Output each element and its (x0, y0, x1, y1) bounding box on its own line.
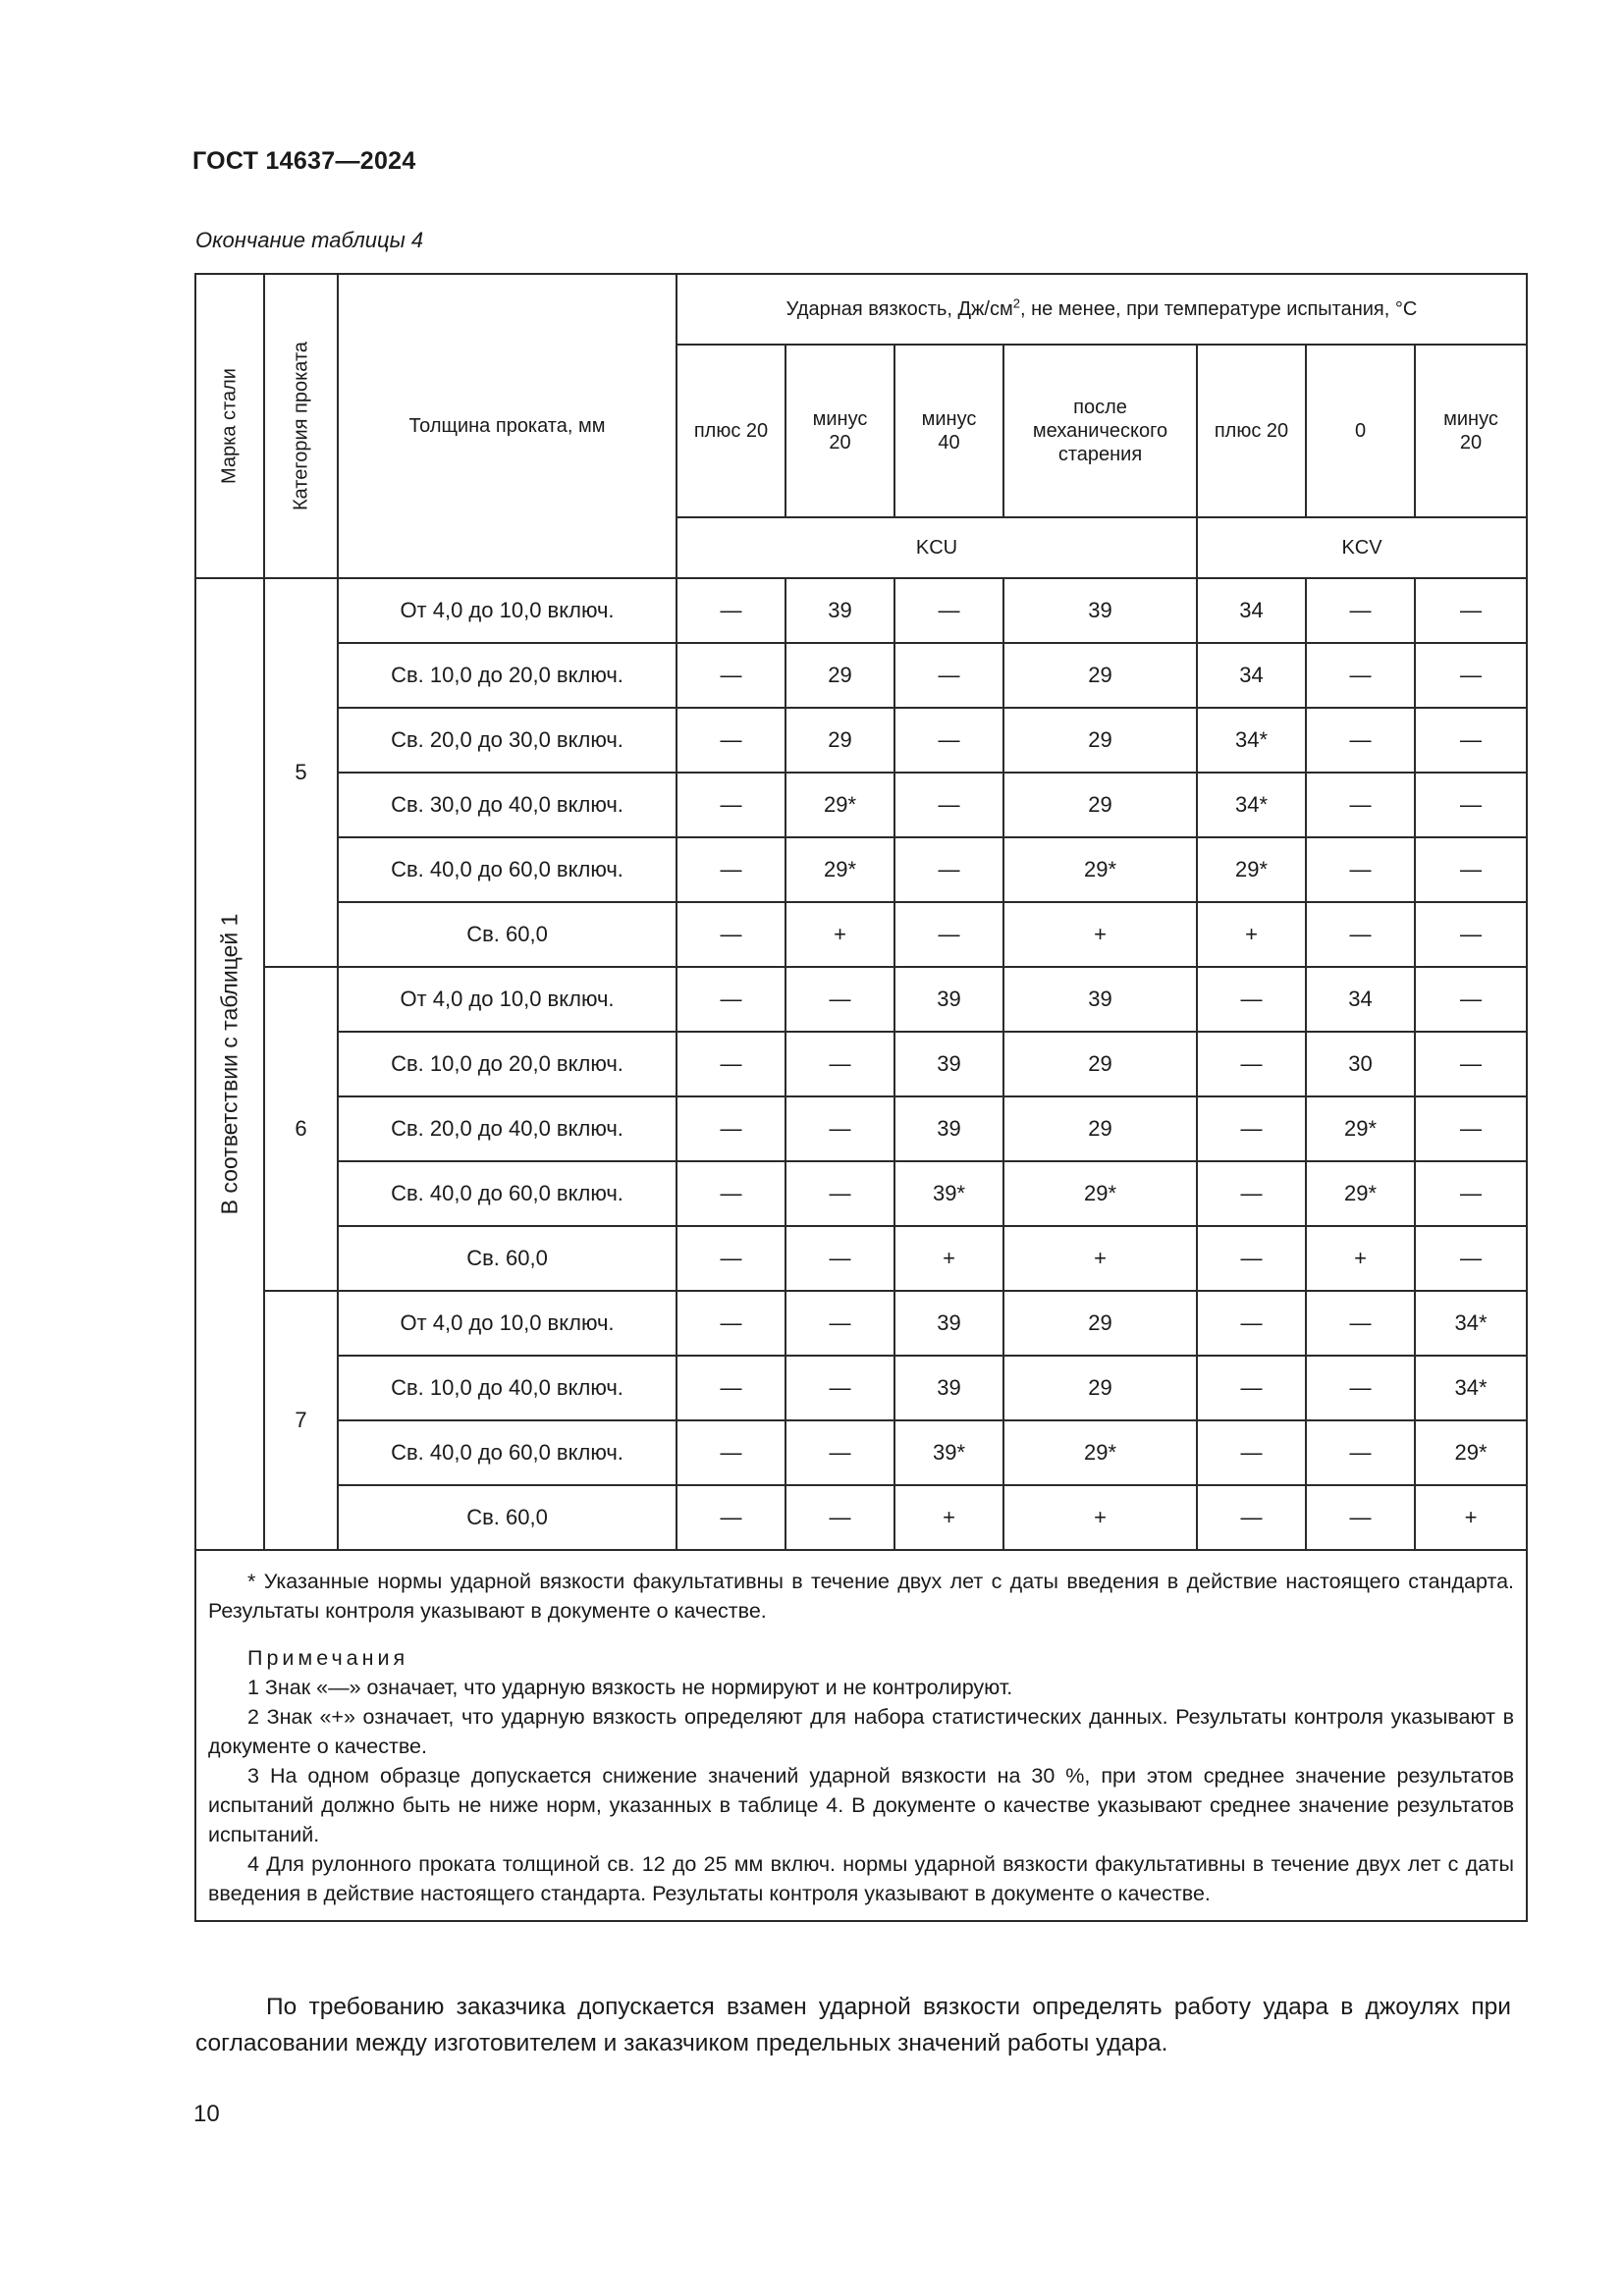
value-cell: 39 (894, 1291, 1003, 1356)
value-cell: + (1003, 1485, 1197, 1550)
value-cell: 34 (1306, 967, 1415, 1032)
value-cell: 29* (1197, 837, 1306, 902)
value-cell: — (1415, 1161, 1527, 1226)
value-cell: — (1197, 1096, 1306, 1161)
value-cell: — (677, 1356, 785, 1420)
table-notes (195, 1550, 1527, 1921)
value-cell: — (1197, 1032, 1306, 1096)
value-cell: — (1415, 1096, 1527, 1161)
steel-grade-cell (195, 578, 264, 1550)
value-cell: 29 (1003, 773, 1197, 837)
thickness-cell: Св. 40,0 до 60,0 включ. (338, 837, 677, 902)
value-cell: — (1415, 837, 1527, 902)
header-category-label: Категория проката (290, 341, 311, 511)
value-cell: 29* (1306, 1161, 1415, 1226)
value-cell: — (1415, 902, 1527, 967)
group-kcu: KCU (677, 517, 1197, 578)
value-cell: 34* (1197, 708, 1306, 773)
value-cell: — (1306, 773, 1415, 837)
value-cell: 29 (1003, 708, 1197, 773)
value-cell: 29* (1003, 1161, 1197, 1226)
value-cell: 29 (1003, 1096, 1197, 1161)
value-cell: — (785, 1032, 894, 1096)
temp-header: после механического старения (1003, 345, 1197, 517)
value-cell: — (677, 1096, 785, 1161)
value-cell: — (894, 578, 1003, 643)
value-cell: — (785, 1161, 894, 1226)
value-cell: — (1415, 1032, 1527, 1096)
value-cell: — (785, 1096, 894, 1161)
value-cell: — (1197, 1356, 1306, 1420)
document-code: ГОСТ 14637—2024 (192, 147, 416, 175)
value-cell: — (785, 1226, 894, 1291)
value-cell: 29* (1415, 1420, 1527, 1485)
thickness-cell: Св. 30,0 до 40,0 включ. (338, 773, 677, 837)
thickness-cell: Св. 20,0 до 30,0 включ. (338, 708, 677, 773)
value-cell: — (677, 967, 785, 1032)
value-cell: — (677, 1420, 785, 1485)
value-cell: + (894, 1485, 1003, 1550)
value-cell: — (785, 1356, 894, 1420)
value-cell: — (894, 773, 1003, 837)
table-row (195, 1226, 1527, 1291)
value-cell: — (1197, 1291, 1306, 1356)
value-cell: — (1415, 1226, 1527, 1291)
header-impact-prefix: Ударная вязкость, Дж/см (785, 298, 1013, 320)
page-number: 10 (193, 2101, 220, 2127)
temp-header: минус 20 (785, 345, 894, 517)
value-cell: 34 (1197, 643, 1306, 708)
value-cell: — (677, 773, 785, 837)
header-steel-grade (195, 274, 264, 578)
value-cell: — (677, 643, 785, 708)
value-cell: + (1415, 1485, 1527, 1550)
value-cell: — (1306, 1291, 1415, 1356)
value-cell: 29* (1306, 1096, 1415, 1161)
table-row (195, 1032, 1527, 1096)
value-cell: — (677, 1161, 785, 1226)
value-cell: 34 (1197, 578, 1306, 643)
header-category (264, 274, 338, 578)
note-item: 4 Для рулонного проката толщиной св. 12 до 25 мм включ. нормы ударной вязкости факультативны в течение двух лет с даты введения в действие настоящего стандарта. Результаты контроля указывают в документе о качестве. (208, 1852, 1514, 1905)
value-cell: — (677, 1032, 785, 1096)
value-cell: — (1306, 578, 1415, 643)
value-cell: 29 (1003, 1032, 1197, 1096)
value-cell: — (1306, 1485, 1415, 1550)
value-cell: — (1306, 708, 1415, 773)
notes-title: Примечания (247, 1646, 409, 1670)
value-cell: 29* (785, 837, 894, 902)
table-row (195, 643, 1527, 708)
note-item: 2 Знак «+» означает, что ударную вязкость определяют для набора статистических данных. Результаты контроля указывают в документе о качестве. (208, 1705, 1514, 1758)
impact-toughness-table (194, 273, 1528, 1922)
value-cell: 29 (785, 708, 894, 773)
category-cell: 6 (264, 967, 338, 1291)
value-cell: — (1306, 837, 1415, 902)
category-cell: 5 (264, 578, 338, 967)
value-cell: 39 (894, 1356, 1003, 1420)
value-cell: — (1306, 902, 1415, 967)
header-impact-sup: 2 (1012, 295, 1020, 311)
value-cell: — (677, 837, 785, 902)
thickness-cell: Св. 60,0 (338, 902, 677, 967)
header-thickness: Толщина проката, мм (338, 274, 677, 578)
value-cell: + (785, 902, 894, 967)
value-cell: 39 (894, 1032, 1003, 1096)
value-cell: — (785, 967, 894, 1032)
footnote: * Указанные нормы ударной вязкости факультативны в течение двух лет с даты введения в действие настоящего стандарта. Результаты контроля указывают в документе о качестве. (208, 1570, 1514, 1623)
table-row (195, 1096, 1527, 1161)
value-cell: — (785, 1485, 894, 1550)
value-cell: — (894, 643, 1003, 708)
temp-header: минус 20 (1415, 345, 1527, 517)
value-cell: — (785, 1420, 894, 1485)
table-row (195, 837, 1527, 902)
value-cell: — (677, 1485, 785, 1550)
note-item: 3 На одном образце допускается снижение значений ударной вязкости на 30 %, при этом среднее значение результатов испытаний должно быть не ниже норм, указанных в таблице 4. В документе о качестве указывают среднее значение результатов испытаний. (208, 1764, 1514, 1846)
value-cell: 39 (1003, 578, 1197, 643)
value-cell: 29* (785, 773, 894, 837)
table-row (195, 1291, 1527, 1356)
temp-header: минус 40 (894, 345, 1003, 517)
thickness-cell: Св. 60,0 (338, 1226, 677, 1291)
table-row (195, 967, 1527, 1032)
value-cell: 29* (1003, 1420, 1197, 1485)
value-cell: 34* (1415, 1291, 1527, 1356)
table-row (195, 902, 1527, 967)
table-row (195, 578, 1527, 643)
value-cell: 29 (1003, 1291, 1197, 1356)
temp-header: плюс 20 (1197, 345, 1306, 517)
thickness-cell: От 4,0 до 10,0 включ. (338, 967, 677, 1032)
thickness-cell: Св. 10,0 до 40,0 включ. (338, 1356, 677, 1420)
value-cell: + (1197, 902, 1306, 967)
table-row (195, 773, 1527, 837)
value-cell: 34* (1415, 1356, 1527, 1420)
table-row (195, 708, 1527, 773)
temp-header: 0 (1306, 345, 1415, 517)
thickness-cell: Св. 60,0 (338, 1485, 677, 1550)
value-cell: 39* (894, 1420, 1003, 1485)
thickness-cell: Св. 40,0 до 60,0 включ. (338, 1420, 677, 1485)
thickness-cell: Св. 20,0 до 40,0 включ. (338, 1096, 677, 1161)
table-body (195, 578, 1527, 1550)
value-cell: 34* (1197, 773, 1306, 837)
header-impact (677, 274, 1527, 345)
temp-header: плюс 20 (677, 345, 785, 517)
value-cell: — (1415, 773, 1527, 837)
category-cell: 7 (264, 1291, 338, 1550)
closing-paragraph: По требованию заказчика допускается взамен ударной вязкости определять работу удара в джоулях при согласовании между изготовителем и заказчиком предельных значений работы удара. (195, 1994, 1511, 2056)
value-cell: 29 (785, 643, 894, 708)
value-cell: + (894, 1226, 1003, 1291)
value-cell: + (1003, 1226, 1197, 1291)
value-cell: — (894, 837, 1003, 902)
value-cell: — (1197, 1420, 1306, 1485)
table-row (195, 1420, 1527, 1485)
value-cell: — (677, 578, 785, 643)
value-cell: — (785, 1291, 894, 1356)
value-cell: + (1003, 902, 1197, 967)
header-steel-grade-label: Марка стали (218, 368, 241, 484)
value-cell: — (677, 1226, 785, 1291)
value-cell: + (1306, 1226, 1415, 1291)
thickness-cell: Св. 40,0 до 60,0 включ. (338, 1161, 677, 1226)
thickness-cell: От 4,0 до 10,0 включ. (338, 578, 677, 643)
value-cell: 29 (1003, 643, 1197, 708)
value-cell: — (1306, 1420, 1415, 1485)
value-cell: — (1197, 967, 1306, 1032)
value-cell: 29 (1003, 1356, 1197, 1420)
value-cell: — (1415, 578, 1527, 643)
value-cell: 39 (1003, 967, 1197, 1032)
value-cell: 30 (1306, 1032, 1415, 1096)
thickness-cell: Св. 10,0 до 20,0 включ. (338, 1032, 677, 1096)
table-row (195, 1356, 1527, 1420)
value-cell: 39* (894, 1161, 1003, 1226)
value-cell: 39 (785, 578, 894, 643)
value-cell: — (1306, 1356, 1415, 1420)
value-cell: — (677, 1291, 785, 1356)
value-cell: — (1415, 643, 1527, 708)
value-cell: — (677, 902, 785, 967)
value-cell: 39 (894, 1096, 1003, 1161)
table-caption: Окончание таблицы 4 (195, 228, 424, 252)
value-cell: — (894, 902, 1003, 967)
value-cell: 29* (1003, 837, 1197, 902)
value-cell: — (677, 708, 785, 773)
value-cell: — (1415, 708, 1527, 773)
value-cell: — (1197, 1485, 1306, 1550)
value-cell: — (1197, 1161, 1306, 1226)
header-impact-suffix: , не менее, при температуре испытания, °С (1019, 298, 1418, 320)
steel-grade-value: В соответствии с таблицей 1 (216, 913, 243, 1215)
value-cell: — (894, 708, 1003, 773)
value-cell: — (1306, 643, 1415, 708)
group-kcv: KCV (1197, 517, 1527, 578)
table-row (195, 1485, 1527, 1550)
note-item: 1 Знак «—» означает, что ударную вязкость не нормируют и не контролируют. (247, 1676, 1013, 1699)
value-cell: 39 (894, 967, 1003, 1032)
thickness-cell: Св. 10,0 до 20,0 включ. (338, 643, 677, 708)
value-cell: — (1415, 967, 1527, 1032)
value-cell: — (1197, 1226, 1306, 1291)
table-row (195, 1161, 1527, 1226)
thickness-cell: От 4,0 до 10,0 включ. (338, 1291, 677, 1356)
